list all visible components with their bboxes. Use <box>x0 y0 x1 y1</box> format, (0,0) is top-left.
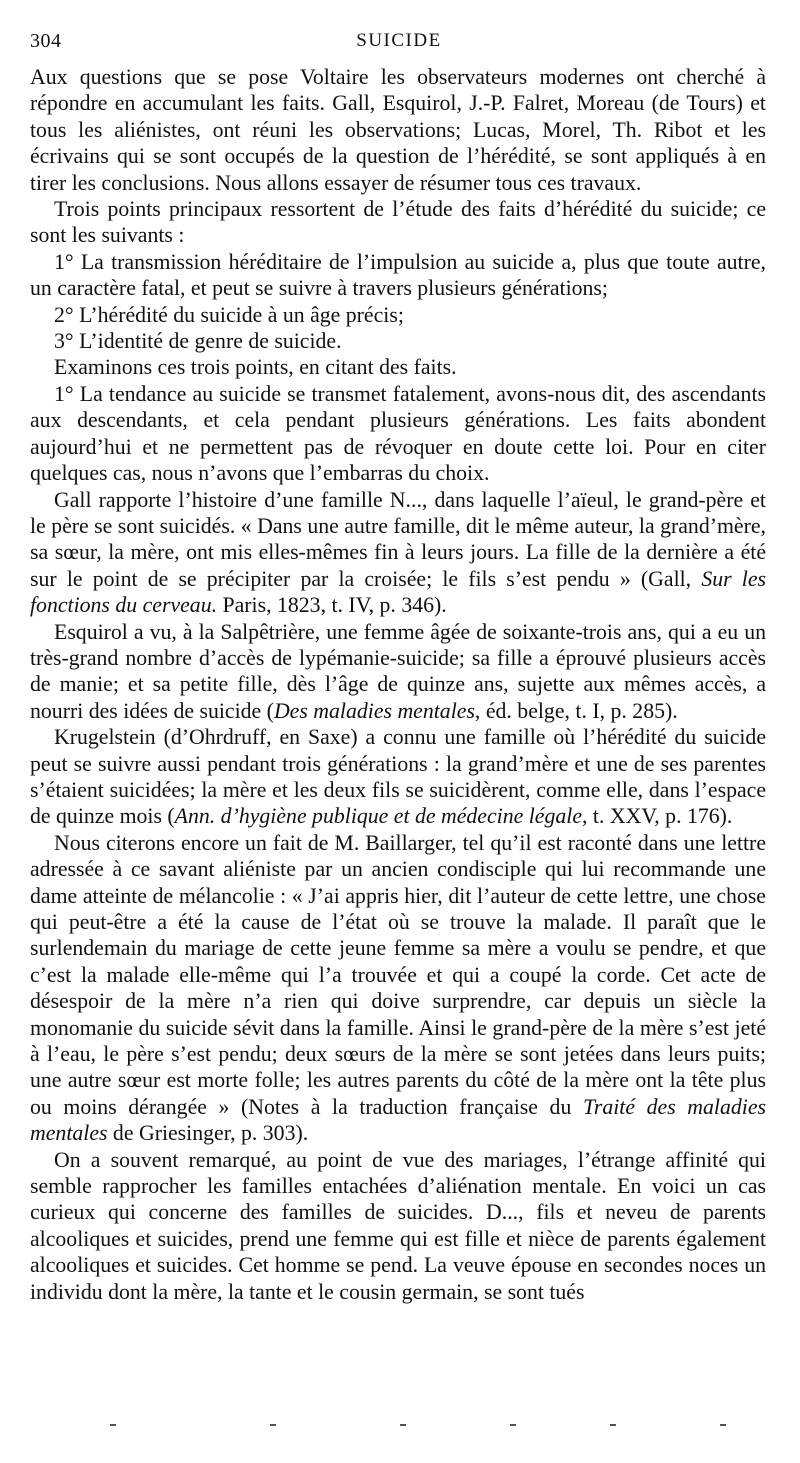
body-text <box>30 64 766 1305</box>
paragraph: Krugelstein (d’Ohrdruff, en Saxe) a connu une famille où l’hérédité du suicide peut se suivre aussi pendant trois générations : la grand’mère et une de ses parentes s’étaient suicidées; la mère et les deux fils se suicidèrent, comme elle, dans l’espace de quinze mois (Ann. d’hygiène publique et de médecine légale, t. XXV, p. 176). <box>30 725 766 829</box>
italic-title: Ann. d’hygiène publique et de médecine légale <box>174 804 582 829</box>
paragraph: 3° L’identité de genre de suicide. <box>54 329 342 354</box>
print-mark <box>110 1424 116 1426</box>
paragraph: 1° La transmission héréditaire de l’impulsion au suicide a, plus que toute autre, un caractère fatal, et peut se suivre à travers plusieurs générations; <box>30 249 766 301</box>
footer-print-marks <box>110 1424 730 1430</box>
running-title: SUICIDE <box>356 30 442 51</box>
print-mark <box>400 1424 406 1426</box>
page-header <box>30 30 768 56</box>
paragraph: 1° La tendance au suicide se transmet fatalement, avons-nous dit, des ascendants aux descendants, et cela pendant plusieurs générations. Les faits abondent aujourd’hui et ne permettent pas de révoquer en doute cette loi. Pour en citer quelques cas, nous n’avons que l’embarras du choix. <box>30 381 766 486</box>
paragraph: Examinons ces trois points, en citant des faits. <box>54 355 457 380</box>
paragraph: Nous citerons encore un fait de M. Baillarger, tel qu’il est raconté dans une lettre adressée à ce savant aliéniste par un ancien condisciple qui lui recommande une dame atteinte de mélancolie : « J’ai appris hier, dit l’auteur de cette lettre, une chose qui peut-être a été la cause de l’état où se trouve la malade. Il paraît que le surlendemain du mariage de cette jeune femme sa mère a voulu se pendre, et que c’est la malade elle-même qui l’a trouvée et qui a coupé la corde. Cet acte de désespoir de la mère n’a rien qui doive surprendre, car depuis un siècle la monomanie du suicide sévit dans la famille. Ainsi le grand-père de la mère s’est jeté à l’eau, le père s’est pendu; deux sœurs de la mère se sont jetées dans leurs puits; une autre sœur est morte folle; les autres parents du côté de la mère ont la tête plus ou moins dérangée » (Notes à la traduction française du Traité des maladies mentales de Griesinger, p. 303). <box>30 830 766 1146</box>
paragraph: On a souvent remarqué, au point de vue des mariages, l’étrange affinité qui semble rapprocher les familles entachées d’aliénation mentale. En voici un cas curieux qui concerne des familles de suicides. D..., fils et neveu de parents alcooliques et suicides, prend une femme qui est fille et nièce de parents également alcooliques et suicides. Cet homme se pend. La veuve épouse en secondes noces un individu dont la mère, la tante et le cousin germain, se sont tués <box>30 1147 766 1304</box>
print-mark <box>510 1424 516 1426</box>
italic-title: Sur les fonctions du cerveau. <box>30 566 766 618</box>
paragraph: 2° L’hérédité du suicide à un âge précis; <box>54 302 404 327</box>
italic-title: Des maladies mentales <box>273 698 475 723</box>
paragraph: Trois points principaux ressortent de l’étude des faits d’hérédité du suicide; ce sont les suivants : <box>30 197 766 248</box>
paragraph: Gall rapporte l’histoire d’une famille N..., dans laquelle l’aïeul, le grand-père et le père se sont suicidés. « Dans une autre famille, dit le même auteur, la grand’mère, sa sœur, la mère, ont mis elles-mêmes fin à leurs jours. La fille de la dernière a été sur le point de se précipiter par la croisée; le fils s’est pendu » (Gall, Sur les fonctions du cerveau. Paris, 1823, t. IV, p. 346). <box>30 487 766 618</box>
page-number: 304 <box>30 30 62 52</box>
print-mark <box>720 1424 726 1426</box>
paragraph: Esquirol a vu, à la Salpêtrière, une femme âgée de soixante-trois ans, qui a eu un très-grand nombre d’accès de lypémanie-suicide; sa fille a éprouvé plusieurs accès de manie; et sa petite fille, dès l’âge de quinze ans, sujette aux mêmes accès, a nourri des idées de suicide (Des maladies mentales, éd. belge, t. I, p. 285). <box>30 619 766 723</box>
paragraph: Aux questions que se pose Voltaire les observateurs modernes ont cherché à répondre en accumulant les faits. Gall, Esquirol, J.-P. Falret, Moreau (de Tours) et tous les aliénistes, ont réuni les observations; Lucas, Morel, Th. Ribot et les écrivains qui se sont occupés de la question de l’hérédité, se sont appliqués à en tirer les conclusions. Nous allons essayer de résumer tous ces travaux. <box>30 65 766 195</box>
print-mark <box>270 1424 276 1426</box>
print-mark <box>610 1424 616 1426</box>
italic-title: Traité des maladies mentales <box>30 1094 766 1146</box>
